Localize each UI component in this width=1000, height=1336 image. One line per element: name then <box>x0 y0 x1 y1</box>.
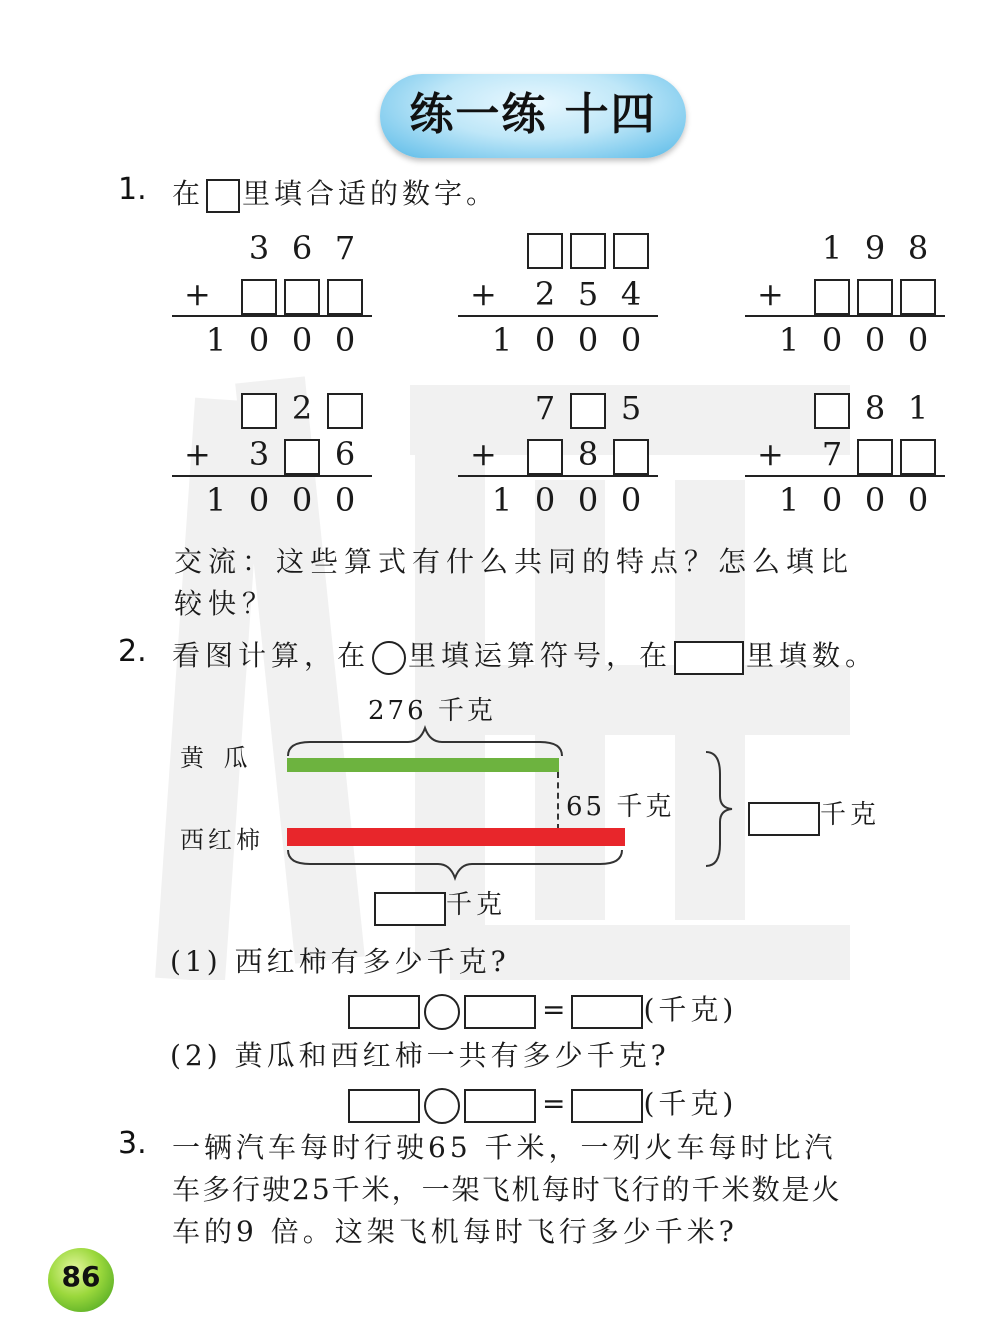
plus-sign: + <box>184 435 211 473</box>
q2-number: 2. <box>118 634 147 669</box>
q2-equation-2: = (千克) <box>348 1082 737 1118</box>
sum-digit: 1 <box>491 321 513 359</box>
digit: 7 <box>534 389 556 427</box>
digit: 5 <box>620 389 642 427</box>
sum-line <box>745 315 945 317</box>
digit-box[interactable] <box>814 393 850 429</box>
sum-digit: 0 <box>907 481 929 519</box>
plus-sign: + <box>184 275 211 313</box>
sum-digit: 0 <box>577 321 599 359</box>
addend-row-1 <box>172 228 372 268</box>
digit-cell <box>569 390 607 426</box>
digit-box[interactable] <box>570 393 606 429</box>
difference-label: 65 千克 <box>566 792 675 822</box>
difference-marker <box>557 772 559 830</box>
q2-instruction: 看图计算，在 里填运算符号，在 里填数。 <box>172 634 878 675</box>
answer-box[interactable] <box>348 1089 420 1123</box>
sum-row <box>745 480 945 520</box>
digit-cell <box>526 230 564 266</box>
sum-digit: 0 <box>334 481 356 519</box>
q3-line3: 车的9 倍。这架飞机每时飞行多少千米? <box>172 1215 738 1248</box>
digit: 7 <box>821 435 843 473</box>
tomato-label: 西红柿 <box>180 826 264 854</box>
sum-row <box>458 480 658 520</box>
digit: 8 <box>907 229 929 267</box>
digit: 5 <box>577 275 599 313</box>
sum-row <box>172 320 372 360</box>
cucumber-label: 黄 瓜 <box>180 744 254 772</box>
tomato-bar <box>287 828 625 846</box>
q1-discussion-line2: 较快？ <box>174 587 277 620</box>
sum-digit: 0 <box>620 321 642 359</box>
digit-box[interactable] <box>284 279 320 315</box>
right-brace <box>700 748 740 870</box>
sum-digit: 0 <box>864 321 886 359</box>
sum-line <box>458 315 658 317</box>
digit-box[interactable] <box>613 233 649 269</box>
addition-problem <box>745 228 945 358</box>
sum-row <box>745 320 945 360</box>
sum-digit: 0 <box>577 481 599 519</box>
digit-box[interactable] <box>613 439 649 475</box>
addition-problem <box>458 388 658 518</box>
q2-equation-1: = (千克) <box>348 988 737 1024</box>
page-title: 练一练 十四 <box>409 89 657 140</box>
operator-circle[interactable] <box>372 641 406 675</box>
q1-discussion-line1: 交流：这些算式有什么共同的特点？怎么填比 <box>174 545 855 578</box>
digit: 6 <box>291 229 313 267</box>
digit-cell <box>240 390 278 426</box>
sum-digit: 1 <box>491 481 513 519</box>
addend-row-1 <box>458 388 658 428</box>
digit-cell <box>813 276 851 312</box>
cucumber-weight-label: 276 千克 <box>368 696 496 726</box>
sum-digit: 0 <box>248 321 270 359</box>
digit-cell <box>526 436 564 472</box>
answer-box[interactable] <box>348 995 420 1029</box>
digit-cell <box>240 276 278 312</box>
digit: 2 <box>534 275 556 313</box>
sum-digit: 1 <box>778 481 800 519</box>
digit-cell <box>283 276 321 312</box>
answer-box[interactable] <box>571 995 643 1029</box>
sum-row <box>172 480 372 520</box>
addend-row-1 <box>172 388 372 428</box>
page-number: 86 <box>61 1260 101 1293</box>
sum-row <box>458 320 658 360</box>
digit-box[interactable] <box>327 279 363 315</box>
digit: 3 <box>248 435 270 473</box>
digit: 9 <box>864 229 886 267</box>
sum-digit: 0 <box>291 481 313 519</box>
plus-sign: + <box>470 435 497 473</box>
sum-digit: 1 <box>205 481 227 519</box>
addend-row-2 <box>172 434 372 474</box>
digit-box[interactable] <box>570 233 606 269</box>
digit-cell <box>856 276 894 312</box>
digit: 7 <box>334 229 356 267</box>
cucumber-bar <box>287 758 559 772</box>
bottom-brace <box>280 846 630 886</box>
sum-digit: 0 <box>248 481 270 519</box>
addition-problem <box>172 388 372 518</box>
digit-cell <box>899 436 937 472</box>
tomato-answer: 千克 <box>374 884 506 926</box>
q3-line1: 一辆汽车每时行驶65 千米，一列火车每时比汽 <box>172 1131 837 1164</box>
q2-sub1: (1) 西红柿有多少千克? <box>170 945 510 978</box>
addend-row-2 <box>745 274 945 314</box>
sum-line <box>458 475 658 477</box>
digit-cell <box>612 230 650 266</box>
plus-sign: + <box>470 275 497 313</box>
sum-digit: 0 <box>907 321 929 359</box>
addend-row-2 <box>458 434 658 474</box>
sum-digit: 1 <box>778 321 800 359</box>
top-brace <box>280 722 570 762</box>
q1-instruction: 在 里填合适的数字。 <box>172 172 498 213</box>
operator-circle[interactable] <box>424 1088 460 1124</box>
digit: 1 <box>821 229 843 267</box>
sum-line <box>745 475 945 477</box>
digit-box[interactable] <box>857 439 893 475</box>
sum-digit: 0 <box>821 321 843 359</box>
q3-number: 3. <box>118 1126 147 1161</box>
answer-box[interactable] <box>464 995 536 1029</box>
digit-box[interactable] <box>327 393 363 429</box>
total-answer: 千克 <box>748 794 880 836</box>
sum-digit: 0 <box>864 481 886 519</box>
addend-row-1 <box>745 388 945 428</box>
digit: 8 <box>864 389 886 427</box>
sum-digit: 1 <box>205 321 227 359</box>
plus-sign: + <box>757 435 784 473</box>
answer-box[interactable] <box>374 892 446 926</box>
addend-row-1 <box>458 228 658 268</box>
digit: 6 <box>334 435 356 473</box>
digit-cell <box>326 390 364 426</box>
digit-box[interactable] <box>241 393 277 429</box>
digit-cell <box>899 276 937 312</box>
sum-line <box>172 315 372 317</box>
digit-box[interactable] <box>284 439 320 475</box>
digit-cell <box>326 276 364 312</box>
digit: 4 <box>620 275 642 313</box>
digit-cell <box>856 436 894 472</box>
digit-box[interactable] <box>900 439 936 475</box>
addend-row-2 <box>745 434 945 474</box>
digit: 8 <box>577 435 599 473</box>
q2-sub2: (2) 黄瓜和西红柿一共有多少千克? <box>170 1039 670 1072</box>
sum-digit: 0 <box>534 481 556 519</box>
sum-digit: 0 <box>620 481 642 519</box>
addition-problem <box>172 228 372 358</box>
digit-box[interactable] <box>527 233 563 269</box>
sum-line <box>172 475 372 477</box>
digit-box[interactable] <box>241 279 277 315</box>
digit: 2 <box>291 389 313 427</box>
answer-box[interactable] <box>571 1089 643 1123</box>
sum-digit: 0 <box>291 321 313 359</box>
digit-cell <box>569 230 607 266</box>
operator-circle[interactable] <box>424 994 460 1030</box>
q1-number: 1. <box>118 172 147 207</box>
plus-sign: + <box>757 275 784 313</box>
digit-box[interactable] <box>814 279 850 315</box>
addend-row-2 <box>458 274 658 314</box>
digit: 1 <box>907 389 929 427</box>
addition-problem <box>745 388 945 518</box>
answer-box[interactable] <box>206 179 240 213</box>
sum-digit: 0 <box>821 481 843 519</box>
addend-row-1 <box>745 228 945 268</box>
sum-digit: 0 <box>534 321 556 359</box>
digit-cell <box>813 390 851 426</box>
digit-cell <box>612 436 650 472</box>
answer-box[interactable] <box>674 641 744 675</box>
addition-problem <box>458 228 658 358</box>
answer-box[interactable] <box>464 1089 536 1123</box>
digit-box[interactable] <box>900 279 936 315</box>
addend-row-2 <box>172 274 372 314</box>
digit-cell <box>283 436 321 472</box>
digit: 3 <box>248 229 270 267</box>
digit-box[interactable] <box>527 439 563 475</box>
digit-box[interactable] <box>857 279 893 315</box>
q3-line2: 车多行驶25千米，一架飞机每时飞行的千米数是火 <box>172 1173 842 1206</box>
answer-box[interactable] <box>748 802 820 836</box>
sum-digit: 0 <box>334 321 356 359</box>
